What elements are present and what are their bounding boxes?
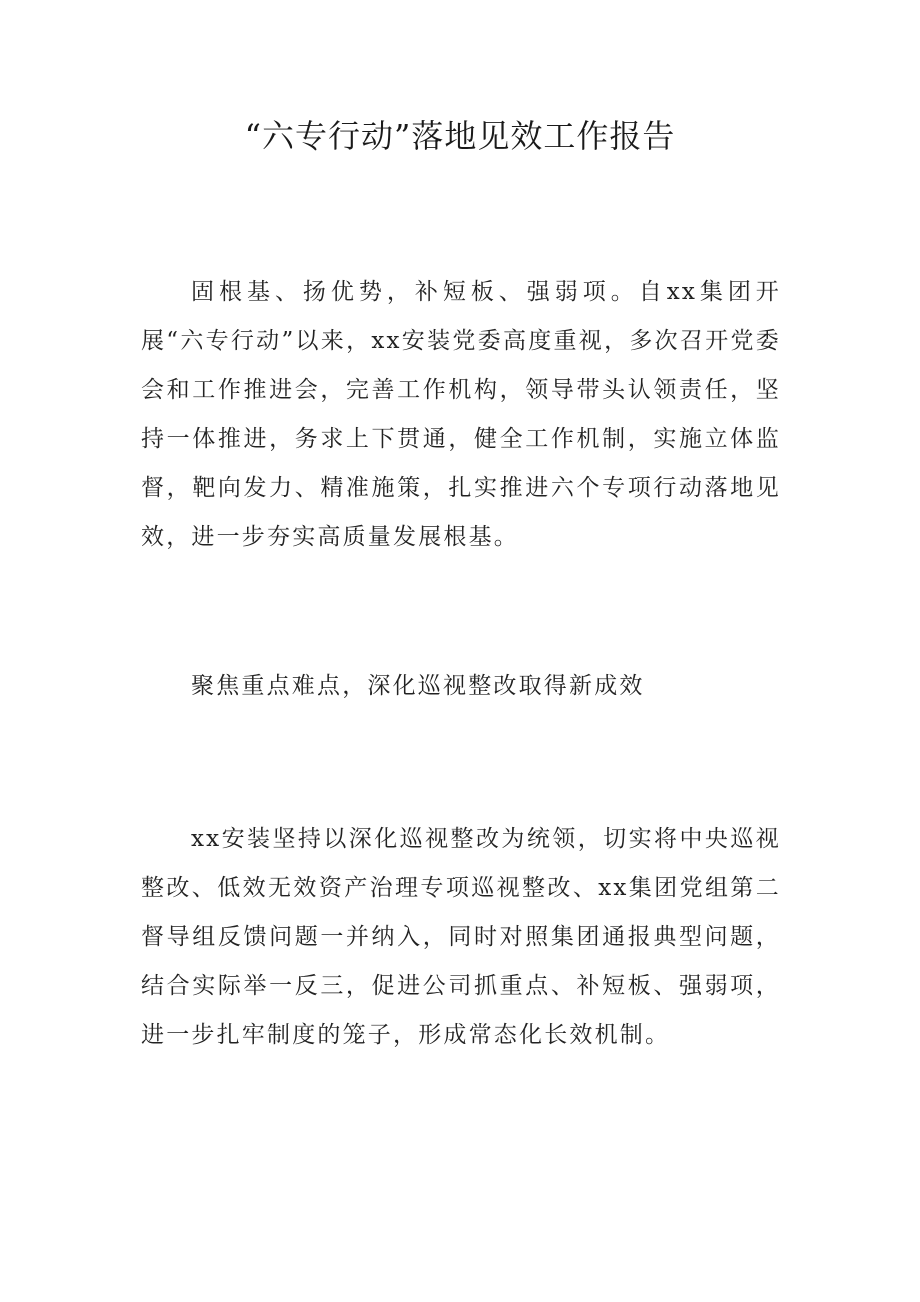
document-title: “六专行动”落地见效工作报告 <box>244 117 676 155</box>
section-heading: 聚焦重点难点，深化巡视整改取得新成效 <box>191 673 645 699</box>
intro-paragraph: 固根基、扬优势，补短板、强弱项。自xx集团开展“六专行动”以来，xx安装党委高度重视，多次召开党委会和工作推进会，完善工作机构，领导带头认领责任，坚持一体推进，务求上下贯通，健全工作机制，实施立体监督，靶向发力、精准施策，扎实推进六个专项行动落地见效，进一步夯实高质量发展根基。 <box>141 279 781 550</box>
body-paragraph: xx安装坚持以深化巡视整改为统领，切实将中央巡视整改、低效无效资产治理专项巡视整改、xx集团党组第二督导组反馈问题一并纳入，同时对照集团通报典型问题，结合实际举一反三，促进公司抓重点、补短板、强弱项，进一步扎牢制度的笼子，形成常态化长效机制。 <box>141 826 781 1048</box>
